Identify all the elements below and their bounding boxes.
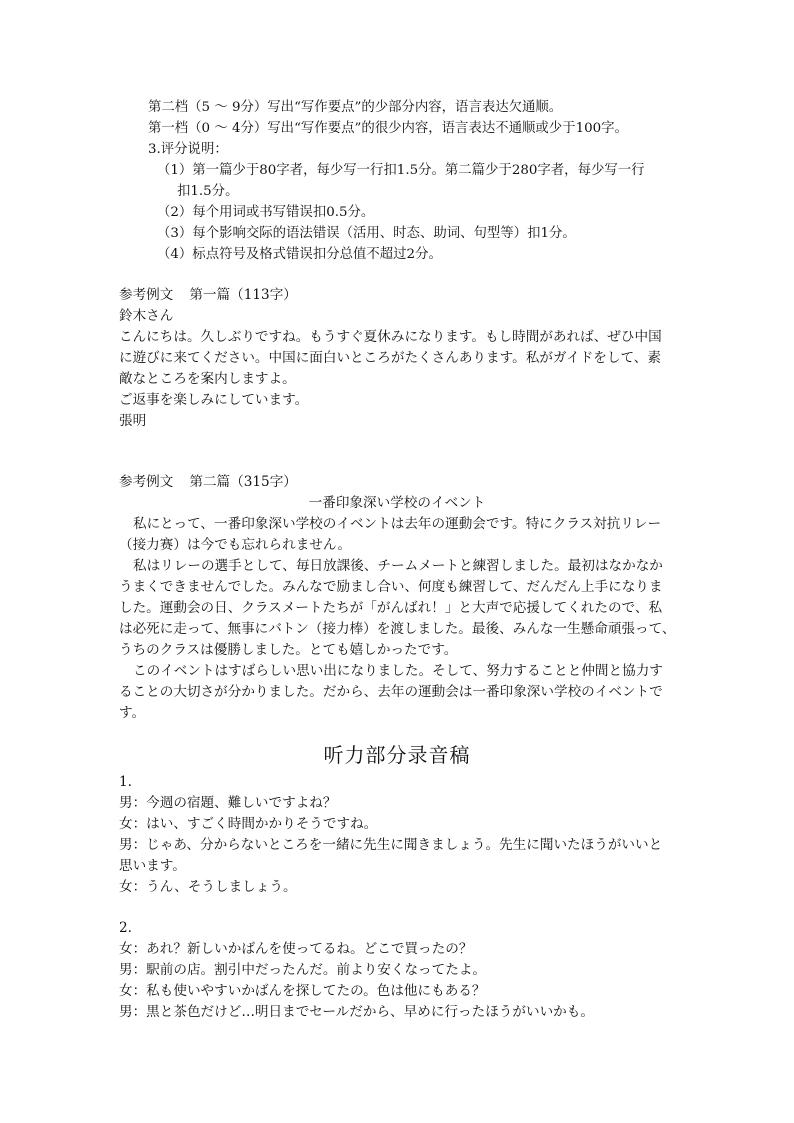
essay-2-line: ることの大切さが分かりました。だから、去年の運動会は一番印象深い学校のイベントで <box>119 684 663 700</box>
essay-2-line: 私にとって、一番印象深い学校のイベントは去年の運動会です。特にクラス対抗リレー <box>133 516 662 532</box>
essay-2-title: 一番印象深い学校のイベント <box>308 495 486 511</box>
rubric-rule-1: （1）第一篇少于80字者，每少写一行扣1.5分。第二篇少于280字者，每少写一行 <box>157 163 645 178</box>
essay-2-header <box>119 472 297 493</box>
essay-2-part: 第二篇（315字） <box>189 474 297 490</box>
essay-2-line: うまくできませんでした。みんなで励まし合い、何度も練習して、だんだん上手になりま <box>119 579 663 595</box>
essay-1-header <box>119 285 297 306</box>
essay-1-line: に遊びに来てください。中国に面白いところがたくさんあります。私がガイドをして、素 <box>119 350 661 366</box>
dialogue-line: 男：今週の宿題、難しいですよね？ <box>119 795 337 811</box>
dialogue-line: 男：黒と茶色だけど…明日までセールだから、早めに行ったほうがいいかも。 <box>119 1004 594 1020</box>
dialogue-line: 女：私も使いやすいかばんを探してたの。色は他にもある？ <box>119 983 486 999</box>
essay-1-label: 参考例文 <box>119 287 174 303</box>
rubric-notes-title: 3.评分说明： <box>148 142 228 157</box>
essay-2-line: は必死に走って、無事にバトン（接力棒）を渡しました。最後、みんな一生懸命頑張って、 <box>119 621 676 637</box>
rubric-rule-3: （3）每个影响交际的语法错误（活用、时态、助词、句型等）扣1分。 <box>157 226 576 241</box>
essay-2-line: した。運動会の日、クラスメートたちが「がんばれ！」と大声で応援してくれたので、私 <box>119 600 663 616</box>
rubric-rule-4: （4）标点符号及格式错误扣分总值不超过2分。 <box>157 247 442 262</box>
dialogue-line: 女：はい、すごく時間かかりそうですね。 <box>119 816 378 832</box>
essay-1-line: こんにちは。久しぶりですね。もうすぐ夏休みになります。もし時間があれば、ぜひ中国 <box>119 329 662 345</box>
essay-2-label: 参考例文 <box>119 474 174 490</box>
essay-1-line: ご返事を楽しみにしています。 <box>119 392 309 408</box>
listening-heading: 听力部分录音稿 <box>323 743 471 767</box>
rubric-rule-1-continued: 扣1.5分。 <box>177 184 239 199</box>
rubric-grade-1: 第一档（0 ～ 4分）写出“写作要点”的很少内容，语言表达不通顺或少于100字。 <box>148 121 628 136</box>
dialogue-line: 思います。 <box>119 858 186 874</box>
dialogue-line: 男：じゃあ、分からないところを一緒に先生に聞きましょう。先生に聞いたほうがいいと <box>119 837 663 853</box>
essay-2-line: うちのクラスは優勝しました。とても嬉しかったです。 <box>119 642 458 658</box>
question-1-number: 1. <box>119 774 132 790</box>
rubric-grade-2: 第二档（5 ～ 9分）写出“写作要点”的少部分内容，语言表达欠通顺。 <box>148 100 563 115</box>
essay-2-line: す。 <box>119 705 146 721</box>
essay-1-line: 敵なところを案内しますよ。 <box>119 371 296 387</box>
essay-2-line: 私はリレーの選手として、毎日放課後、チームメートと練習しました。最初はなかなか <box>133 558 663 574</box>
essay-2-line: （接力赛）は今でも忘れられません。 <box>119 537 351 553</box>
essay-1-greeting: 鈴木さん <box>119 308 174 324</box>
dialogue-line: 女：あれ？新しいかばんを使ってるね。どこで買ったの？ <box>119 941 473 957</box>
question-2-number: 2. <box>119 920 132 936</box>
dialogue-line: 女：うん、そうしましょう。 <box>119 879 297 895</box>
rubric-rule-2: （2）每个用词或书写错误扣0.5分。 <box>157 205 375 220</box>
essay-1-signature: 張明 <box>119 413 147 429</box>
dialogue-line: 男：駅前の店。割引中だったんだ。前より安くなってたよ。 <box>119 962 487 978</box>
essay-1-part: 第一篇（113字） <box>189 287 297 303</box>
essay-2-line: このイベントはすばらしい思い出になりました。そして、努力することと仲間と協力す <box>133 663 663 679</box>
